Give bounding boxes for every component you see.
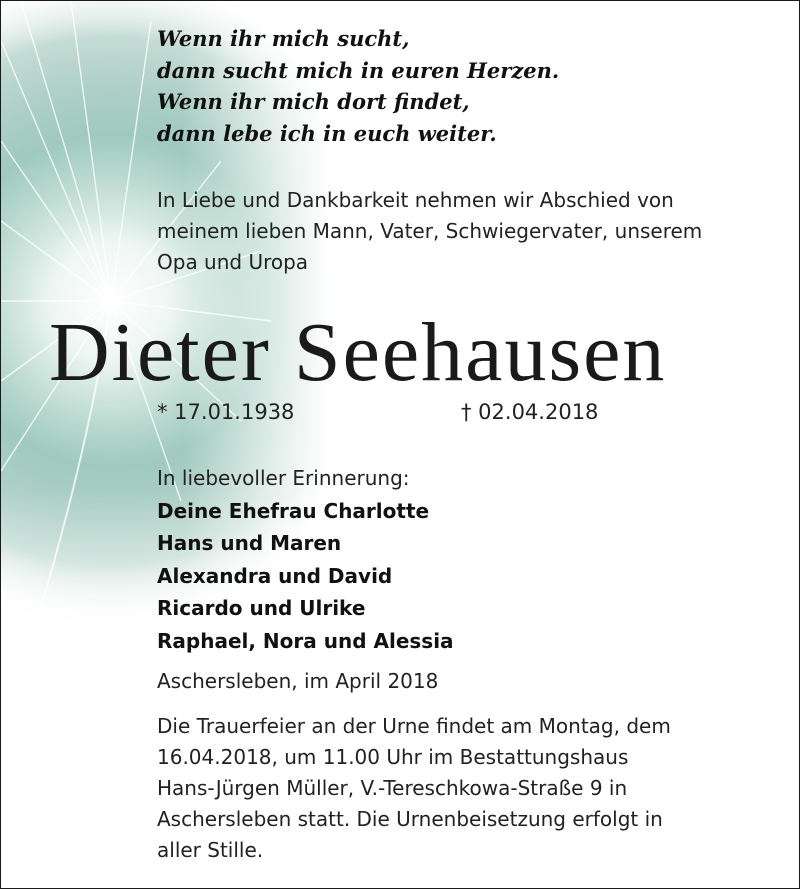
mourner-name: Raphael, Nora und Alessia — [157, 628, 454, 653]
deceased-name: Dieter Seehausen — [49, 306, 667, 399]
poem-line: dann lebe ich in euch weiter. — [157, 120, 497, 146]
ceremony-line: Hans-Jürgen Müller, V.-Tereschkowa-Straße 9 in — [157, 776, 628, 800]
death-date: † 02.04.2018 — [461, 400, 599, 424]
farewell-line: In Liebe und Dankbarkeit nehmen wir Abschied von — [157, 188, 674, 212]
ceremony-line: Die Trauerfeier an der Urne findet am Montag, dem — [157, 714, 671, 738]
farewell-line: Opa und Uropa — [157, 250, 309, 274]
ceremony-line: 16.04.2018, um 11.00 Uhr im Bestattungshaus — [157, 745, 629, 769]
ceremony-line: Aschersleben statt. Die Urnenbeisetzung erfolgt in — [157, 807, 663, 831]
ceremony-line: aller Stille. — [157, 838, 264, 862]
mourners-heading: In liebevoller Erinnerung: — [157, 466, 410, 490]
poem-line: Wenn ihr mich sucht, — [157, 26, 410, 51]
place-date: Aschersleben, im April 2018 — [157, 669, 439, 693]
mourner-name: Ricardo und Ulrike — [157, 596, 366, 620]
mourner-name: Hans und Maren — [157, 531, 342, 555]
poem-line: Wenn ihr mich dort findet, — [157, 89, 470, 114]
farewell-line: meinem lieben Mann, Vater, Schwiegervater, unserem — [157, 219, 703, 243]
ceremony-info — [157, 711, 787, 866]
mourners-list — [157, 462, 454, 657]
birth-date: * 17.01.1938 — [157, 400, 295, 424]
poem-verse — [157, 23, 559, 149]
mourner-name: Alexandra und David — [157, 563, 393, 588]
mourner-name: Deine Ehefrau Charlotte — [157, 498, 430, 523]
farewell-text — [157, 185, 787, 278]
poem-line: dann sucht mich in euren Herzen. — [157, 57, 560, 83]
